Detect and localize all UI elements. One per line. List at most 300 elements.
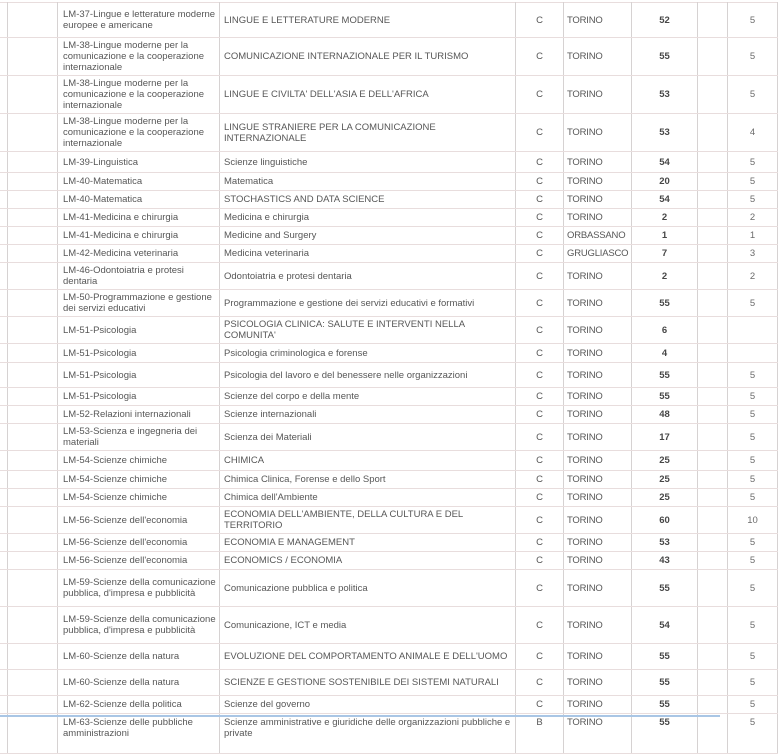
primary-count-cell: 7 [632, 245, 698, 263]
empty-left-edge-cell [0, 489, 8, 507]
empty-cell [698, 245, 728, 263]
empty-left-edge-cell [0, 534, 8, 552]
empty-cell [698, 209, 728, 227]
course-type-cell: C [516, 406, 564, 424]
degree-class-cell: LM-59-Scienze della comunicazione pubblica, d'impresa e pubblicità [58, 570, 220, 607]
degree-class-cell: LM-50-Programmazione e gestione dei servizi educativi [58, 290, 220, 317]
city-cell: GRUGLIASCO [564, 245, 632, 263]
empty-cell [698, 317, 728, 344]
empty-cell [698, 552, 728, 570]
course-type-cell: C [516, 388, 564, 406]
empty-left-edge-cell [0, 607, 8, 644]
empty-cell [8, 173, 58, 191]
secondary-count-cell: 5 [728, 489, 778, 507]
empty-cell [8, 670, 58, 696]
city-cell: TORINO [564, 114, 632, 152]
course-name-cell: Medicina e chirurgia [220, 209, 516, 227]
primary-count-cell: 48 [632, 406, 698, 424]
table-row [0, 191, 778, 209]
table-row [0, 670, 778, 696]
secondary-count-cell: 5 [728, 696, 778, 714]
degree-class-cell: LM-52-Relazioni internazionali [58, 406, 220, 424]
empty-cell [8, 570, 58, 607]
course-type-cell: B [516, 714, 564, 754]
table-row [0, 388, 778, 406]
course-name-cell: ECONOMIA E MANAGEMENT [220, 534, 516, 552]
empty-cell [698, 570, 728, 607]
degree-class-cell: LM-37-Lingue e letterature moderne europee e americane [58, 3, 220, 38]
empty-left-edge-cell [0, 173, 8, 191]
degree-class-cell: LM-60-Scienze della natura [58, 644, 220, 670]
course-type-cell: C [516, 38, 564, 76]
secondary-count-cell: 5 [728, 714, 778, 754]
course-name-cell: Scienze del governo [220, 696, 516, 714]
degree-class-cell: LM-63-Scienze delle pubbliche amministrazioni [58, 714, 220, 754]
empty-left-edge-cell [0, 552, 8, 570]
city-cell: TORINO [564, 317, 632, 344]
course-type-cell: C [516, 209, 564, 227]
degree-class-cell: LM-41-Medicina e chirurgia [58, 227, 220, 245]
course-type-cell: C [516, 317, 564, 344]
empty-cell [8, 363, 58, 388]
course-type-cell: C [516, 534, 564, 552]
table-row [0, 644, 778, 670]
primary-count-cell: 2 [632, 209, 698, 227]
empty-left-edge-cell [0, 644, 8, 670]
empty-cell [698, 76, 728, 114]
degree-class-cell: LM-51-Psicologia [58, 363, 220, 388]
secondary-count-cell: 5 [728, 552, 778, 570]
course-type-cell: C [516, 76, 564, 114]
primary-count-cell: 55 [632, 290, 698, 317]
secondary-count-cell: 5 [728, 670, 778, 696]
secondary-count-cell: 4 [728, 114, 778, 152]
empty-cell [8, 317, 58, 344]
empty-cell [8, 191, 58, 209]
empty-cell [698, 152, 728, 173]
secondary-count-cell [728, 317, 778, 344]
degree-class-cell: LM-60-Scienze della natura [58, 670, 220, 696]
course-type-cell: C [516, 471, 564, 489]
primary-count-cell: 17 [632, 424, 698, 451]
degree-class-cell: LM-54-Scienze chimiche [58, 451, 220, 471]
degree-class-cell: LM-38-Lingue moderne per la comunicazione e la cooperazione internazionale [58, 114, 220, 152]
course-name-cell: SCIENZE E GESTIONE SOSTENIBILE DEI SISTEMI NATURALI [220, 670, 516, 696]
course-type-cell: C [516, 451, 564, 471]
course-type-cell: C [516, 245, 564, 263]
primary-count-cell: 6 [632, 317, 698, 344]
degree-class-cell: LM-38-Lingue moderne per la comunicazione e la cooperazione internazionale [58, 38, 220, 76]
empty-left-edge-cell [0, 363, 8, 388]
course-name-cell: Scienze del corpo e della mente [220, 388, 516, 406]
course-type-cell: C [516, 670, 564, 696]
course-type-cell: C [516, 344, 564, 363]
empty-cell [8, 607, 58, 644]
empty-cell [698, 173, 728, 191]
secondary-count-cell: 5 [728, 76, 778, 114]
course-name-cell: PSICOLOGIA CLINICA: SALUTE E INTERVENTI NELLA COMUNITA' [220, 317, 516, 344]
primary-count-cell: 55 [632, 388, 698, 406]
empty-left-edge-cell [0, 317, 8, 344]
table-row [0, 38, 778, 76]
empty-left-edge-cell [0, 388, 8, 406]
table-row [0, 290, 778, 317]
table-row [0, 263, 778, 290]
primary-count-cell: 54 [632, 191, 698, 209]
course-name-cell: Medicine and Surgery [220, 227, 516, 245]
course-name-cell: LINGUE STRANIERE PER LA COMUNICAZIONE INTERNAZIONALE [220, 114, 516, 152]
secondary-count-cell: 5 [728, 534, 778, 552]
empty-cell [698, 227, 728, 245]
course-type-cell: C [516, 173, 564, 191]
city-cell: TORINO [564, 344, 632, 363]
city-cell: TORINO [564, 388, 632, 406]
course-type-cell: C [516, 263, 564, 290]
empty-left-edge-cell [0, 191, 8, 209]
city-cell: TORINO [564, 451, 632, 471]
city-cell: TORINO [564, 406, 632, 424]
empty-cell [698, 263, 728, 290]
primary-count-cell: 20 [632, 173, 698, 191]
course-type-cell: C [516, 489, 564, 507]
empty-cell [698, 3, 728, 38]
table-row [0, 471, 778, 489]
city-cell: TORINO [564, 38, 632, 76]
empty-left-edge-cell [0, 3, 8, 38]
degree-class-cell: LM-53-Scienza e ingegneria dei materiali [58, 424, 220, 451]
primary-count-cell: 54 [632, 607, 698, 644]
course-name-cell: Psicologia criminologica e forense [220, 344, 516, 363]
empty-cell [8, 263, 58, 290]
table-row [0, 173, 778, 191]
empty-cell [698, 38, 728, 76]
city-cell: TORINO [564, 714, 632, 754]
course-name-cell: Psicologia del lavoro e del benessere nelle organizzazioni [220, 363, 516, 388]
table-row [0, 489, 778, 507]
empty-cell [8, 344, 58, 363]
city-cell: TORINO [564, 670, 632, 696]
course-name-cell: Comunicazione, ICT e media [220, 607, 516, 644]
degree-class-cell: LM-54-Scienze chimiche [58, 489, 220, 507]
empty-cell [8, 489, 58, 507]
table-row [0, 152, 778, 173]
secondary-count-cell: 3 [728, 245, 778, 263]
secondary-count-cell: 5 [728, 406, 778, 424]
course-name-cell: CHIMICA [220, 451, 516, 471]
primary-count-cell: 43 [632, 552, 698, 570]
table-panel [0, 2, 758, 739]
city-cell: TORINO [564, 173, 632, 191]
empty-cell [698, 363, 728, 388]
table-row [0, 451, 778, 471]
city-cell: TORINO [564, 152, 632, 173]
table-row [0, 317, 778, 344]
primary-count-cell: 55 [632, 696, 698, 714]
primary-count-cell: 52 [632, 3, 698, 38]
empty-cell [698, 451, 728, 471]
city-cell: TORINO [564, 552, 632, 570]
city-cell: TORINO [564, 696, 632, 714]
secondary-count-cell: 1 [728, 227, 778, 245]
empty-left-edge-cell [0, 344, 8, 363]
table-row [0, 607, 778, 644]
primary-count-cell: 55 [632, 363, 698, 388]
secondary-count-cell: 5 [728, 3, 778, 38]
empty-cell [8, 227, 58, 245]
course-name-cell: LINGUE E LETTERATURE MODERNE [220, 3, 516, 38]
empty-left-edge-cell [0, 424, 8, 451]
course-name-cell: Scienze amministrative e giuridiche delle organizzazioni pubbliche e private [220, 714, 516, 754]
city-cell: TORINO [564, 363, 632, 388]
course-type-cell: C [516, 552, 564, 570]
city-cell: TORINO [564, 290, 632, 317]
empty-cell [698, 696, 728, 714]
empty-cell [8, 451, 58, 471]
empty-cell [698, 534, 728, 552]
degree-class-cell: LM-56-Scienze dell'economia [58, 552, 220, 570]
primary-count-cell: 25 [632, 471, 698, 489]
table-row [0, 363, 778, 388]
course-name-cell: Chimica Clinica, Forense e dello Sport [220, 471, 516, 489]
primary-count-cell: 1 [632, 227, 698, 245]
secondary-count-cell: 5 [728, 173, 778, 191]
table-row [0, 209, 778, 227]
empty-cell [8, 714, 58, 754]
course-type-cell: C [516, 152, 564, 173]
primary-count-cell: 53 [632, 534, 698, 552]
table-row [0, 227, 778, 245]
empty-cell [8, 245, 58, 263]
secondary-count-cell: 5 [728, 607, 778, 644]
secondary-count-cell: 5 [728, 152, 778, 173]
degree-class-cell: LM-62-Scienze della politica [58, 696, 220, 714]
city-cell: TORINO [564, 570, 632, 607]
course-name-cell: Matematica [220, 173, 516, 191]
primary-count-cell: 55 [632, 38, 698, 76]
primary-count-cell: 25 [632, 489, 698, 507]
course-type-cell: C [516, 424, 564, 451]
empty-cell [698, 191, 728, 209]
programs-table [0, 2, 778, 754]
secondary-count-cell: 5 [728, 424, 778, 451]
empty-cell [698, 471, 728, 489]
secondary-count-cell: 10 [728, 507, 778, 534]
empty-cell [698, 507, 728, 534]
empty-left-edge-cell [0, 209, 8, 227]
primary-count-cell: 55 [632, 670, 698, 696]
empty-cell [8, 644, 58, 670]
city-cell: TORINO [564, 489, 632, 507]
secondary-count-cell: 5 [728, 38, 778, 76]
secondary-count-cell [728, 344, 778, 363]
degree-class-cell: LM-46-Odontoiatria e protesi dentaria [58, 263, 220, 290]
empty-left-edge-cell [0, 263, 8, 290]
course-name-cell: Scienza dei Materiali [220, 424, 516, 451]
table-row [0, 570, 778, 607]
degree-class-cell: LM-40-Matematica [58, 191, 220, 209]
empty-cell [8, 471, 58, 489]
primary-count-cell: 60 [632, 507, 698, 534]
degree-class-cell: LM-56-Scienze dell'economia [58, 507, 220, 534]
primary-count-cell: 55 [632, 570, 698, 607]
empty-cell [698, 290, 728, 317]
empty-left-edge-cell [0, 714, 8, 754]
secondary-count-cell: 5 [728, 451, 778, 471]
empty-left-edge-cell [0, 451, 8, 471]
course-name-cell: Medicina veterinaria [220, 245, 516, 263]
degree-class-cell: LM-38-Lingue moderne per la comunicazione e la cooperazione internazionale [58, 76, 220, 114]
empty-cell [8, 406, 58, 424]
empty-left-edge-cell [0, 471, 8, 489]
empty-cell [698, 670, 728, 696]
empty-cell [8, 507, 58, 534]
empty-cell [698, 114, 728, 152]
course-name-cell: Chimica dell'Ambiente [220, 489, 516, 507]
empty-cell [8, 3, 58, 38]
empty-left-edge-cell [0, 507, 8, 534]
secondary-count-cell: 2 [728, 263, 778, 290]
secondary-count-cell: 2 [728, 209, 778, 227]
degree-class-cell: LM-54-Scienze chimiche [58, 471, 220, 489]
secondary-count-cell: 5 [728, 644, 778, 670]
secondary-count-cell: 5 [728, 290, 778, 317]
empty-cell [698, 607, 728, 644]
course-name-cell: EVOLUZIONE DEL COMPORTAMENTO ANIMALE E DELL'UOMO [220, 644, 516, 670]
city-cell: TORINO [564, 424, 632, 451]
course-type-cell: C [516, 114, 564, 152]
course-type-cell: C [516, 191, 564, 209]
empty-cell [8, 388, 58, 406]
table-row [0, 696, 778, 714]
degree-class-cell: LM-41-Medicina e chirurgia [58, 209, 220, 227]
degree-class-cell: LM-40-Matematica [58, 173, 220, 191]
table-row [0, 552, 778, 570]
secondary-count-cell: 5 [728, 471, 778, 489]
empty-left-edge-cell [0, 227, 8, 245]
empty-left-edge-cell [0, 245, 8, 263]
course-name-cell: ECONOMICS / ECONOMIA [220, 552, 516, 570]
table-row [0, 424, 778, 451]
empty-cell [8, 424, 58, 451]
table-row [0, 3, 778, 38]
secondary-count-cell: 5 [728, 570, 778, 607]
empty-left-edge-cell [0, 38, 8, 76]
empty-cell [8, 696, 58, 714]
empty-cell [8, 290, 58, 317]
city-cell: TORINO [564, 209, 632, 227]
degree-class-cell: LM-51-Psicologia [58, 344, 220, 363]
course-name-cell: STOCHASTICS AND DATA SCIENCE [220, 191, 516, 209]
empty-left-edge-cell [0, 152, 8, 173]
table-row [0, 245, 778, 263]
empty-left-edge-cell [0, 570, 8, 607]
course-name-cell: Odontoiatria e protesi dentaria [220, 263, 516, 290]
empty-cell [8, 552, 58, 570]
degree-class-cell: LM-39-Linguistica [58, 152, 220, 173]
primary-count-cell: 2 [632, 263, 698, 290]
table-row [0, 714, 778, 754]
secondary-count-cell: 5 [728, 191, 778, 209]
empty-left-edge-cell [0, 670, 8, 696]
course-name-cell: Programmazione e gestione dei servizi educativi e formativi [220, 290, 516, 317]
course-name-cell: Scienze internazionali [220, 406, 516, 424]
empty-cell [698, 344, 728, 363]
table-row [0, 114, 778, 152]
city-cell: TORINO [564, 263, 632, 290]
city-cell: TORINO [564, 507, 632, 534]
course-type-cell: C [516, 227, 564, 245]
table-row [0, 76, 778, 114]
empty-cell [8, 114, 58, 152]
city-cell: TORINO [564, 76, 632, 114]
degree-class-cell: LM-51-Psicologia [58, 388, 220, 406]
city-cell: TORINO [564, 534, 632, 552]
course-name-cell: COMUNICAZIONE INTERNAZIONALE PER IL TURISMO [220, 38, 516, 76]
empty-cell [698, 644, 728, 670]
empty-cell [698, 489, 728, 507]
empty-left-edge-cell [0, 114, 8, 152]
course-type-cell: C [516, 696, 564, 714]
primary-count-cell: 53 [632, 76, 698, 114]
course-name-cell: LINGUE E CIVILTA' DELL'ASIA E DELL'AFRICA [220, 76, 516, 114]
primary-count-cell: 55 [632, 714, 698, 754]
empty-cell [8, 38, 58, 76]
city-cell: ORBASSANO [564, 227, 632, 245]
degree-class-cell: LM-59-Scienze della comunicazione pubblica, d'impresa e pubblicità [58, 607, 220, 644]
course-name-cell: ECONOMIA DELL'AMBIENTE, DELLA CULTURA E DEL TERRITORIO [220, 507, 516, 534]
course-type-cell: C [516, 3, 564, 38]
course-type-cell: C [516, 290, 564, 317]
course-name-cell: Comunicazione pubblica e politica [220, 570, 516, 607]
primary-count-cell: 25 [632, 451, 698, 471]
table-row [0, 507, 778, 534]
empty-cell [8, 209, 58, 227]
table-row [0, 534, 778, 552]
programs-table-body [0, 3, 778, 754]
table-row [0, 344, 778, 363]
empty-cell [698, 424, 728, 451]
empty-left-edge-cell [0, 76, 8, 114]
table-row [0, 406, 778, 424]
empty-cell [8, 76, 58, 114]
panel-bottom-divider [0, 715, 720, 717]
degree-class-cell: LM-56-Scienze dell'economia [58, 534, 220, 552]
empty-cell [8, 152, 58, 173]
city-cell: TORINO [564, 607, 632, 644]
course-type-cell: C [516, 507, 564, 534]
city-cell: TORINO [564, 644, 632, 670]
degree-class-cell: LM-51-Psicologia [58, 317, 220, 344]
course-type-cell: C [516, 607, 564, 644]
course-name-cell: Scienze linguistiche [220, 152, 516, 173]
course-type-cell: C [516, 570, 564, 607]
primary-count-cell: 53 [632, 114, 698, 152]
empty-left-edge-cell [0, 406, 8, 424]
city-cell: TORINO [564, 191, 632, 209]
empty-cell [698, 406, 728, 424]
primary-count-cell: 54 [632, 152, 698, 173]
course-type-cell: C [516, 644, 564, 670]
city-cell: TORINO [564, 3, 632, 38]
empty-cell [698, 388, 728, 406]
primary-count-cell: 4 [632, 344, 698, 363]
course-type-cell: C [516, 363, 564, 388]
empty-cell [8, 534, 58, 552]
empty-left-edge-cell [0, 696, 8, 714]
city-cell: TORINO [564, 471, 632, 489]
secondary-count-cell: 5 [728, 363, 778, 388]
primary-count-cell: 55 [632, 644, 698, 670]
